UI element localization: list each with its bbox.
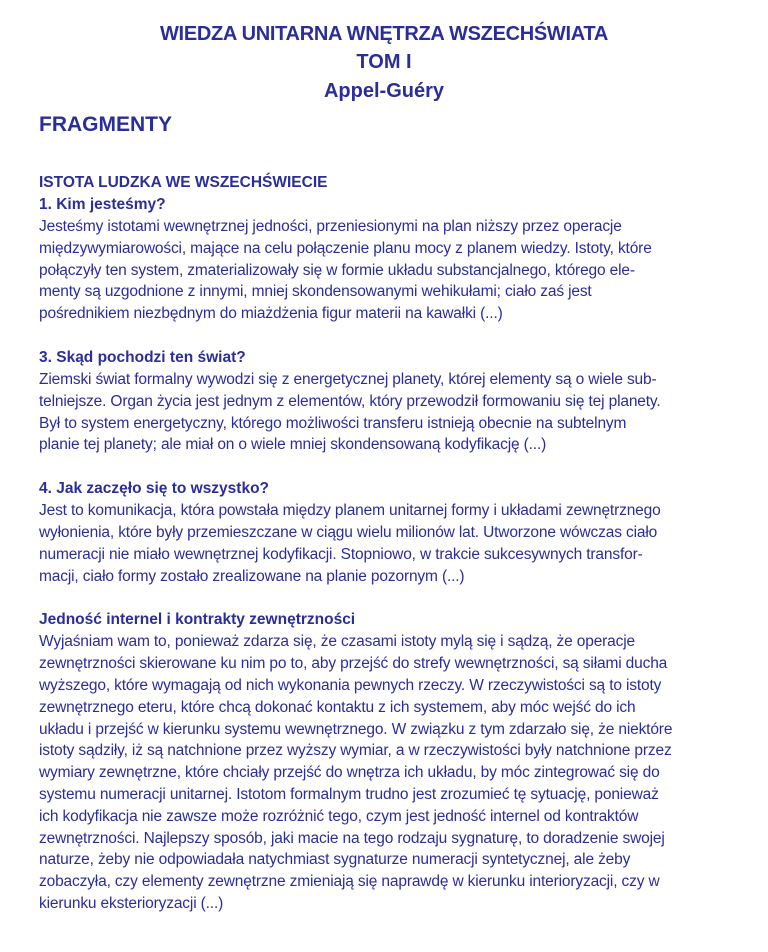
text-line: Był to system energetyczny, którego możliwości transferu istnieją obecnie na subtelnym bbox=[39, 414, 627, 432]
text-line: kierunku eksterioryzacji (...) bbox=[39, 894, 224, 912]
text-line: naturze, żeby nie odpowiadała natychmiast sygnaturze numeracji syntetycznej, ale żeby bbox=[39, 851, 631, 869]
text-line: Wyjaśniam wam to, ponieważ zdarza się, że czasami istoty mylą się i sądzą, że operacje bbox=[39, 633, 636, 651]
text-line: istoty sądziły, iż są natchnione przez wyższy wymiar, a w rzeczywistości były natchnione przez bbox=[39, 742, 672, 760]
text-line: zewnętrznego eteru, które chcą dokonać kontaktu z ich systemem, aby móc wejść do ich bbox=[39, 698, 636, 716]
text-line: zewnętrzności. Najlepszy sposób, jaki macie na tego rodzaju sygnaturę, to doradzenie swojej bbox=[39, 829, 665, 847]
text-line: Ziemski świat formalny wywodzi się z energetycznej planety, której elementy są o wiele sub- bbox=[39, 370, 657, 388]
section bbox=[39, 347, 746, 456]
section-body bbox=[39, 216, 746, 325]
text-line: planie tej planety; ale miał on o wiele mniej skondensowaną kodyfikację (...) bbox=[39, 436, 547, 454]
text-line: układu i przejść w kierunku systemu wewnętrznego. W związku z tym zdarzało się, że niektóre bbox=[39, 720, 673, 738]
section bbox=[39, 609, 746, 914]
text-line: wyższego, które wymagają od nich wykonania pewnych rzeczy. W rzeczywistości są to istoty bbox=[39, 676, 662, 694]
fragments-heading: FRAGMENTY bbox=[39, 113, 172, 136]
section-heading: 3. Skąd pochodzi ten świat? bbox=[39, 348, 246, 366]
section-title: ISTOTA LUDZKA WE WSZECHŚWIECIE bbox=[39, 174, 328, 191]
text-line: numeracji nie miało wewnętrznej kodyfikacji. Stopniowo, w trakcie sukcesywnych transfor- bbox=[39, 545, 643, 563]
text-line: wyłonienia, które były przemieszczane w ciągu wielu milionów lat. Utworzone wówczas ciało bbox=[39, 523, 658, 541]
text-line: systemu numeracji unitarnej. Istotom formalnym trudno jest zrozumieć tę sytuację, ponieważ bbox=[39, 785, 659, 803]
text-line: zewnętrzności skierowane ku nim po to, aby przejść do strefy wewnętrzności, są siłami ducha bbox=[39, 655, 668, 673]
section-heading: 4. Jak zaczęło się to wszystko? bbox=[39, 480, 270, 498]
volume-label: TOM I bbox=[356, 51, 412, 73]
section-body bbox=[39, 369, 746, 456]
section bbox=[39, 478, 746, 587]
section-heading: Jedność internel i kontrakty zewnętrzności bbox=[39, 611, 356, 629]
text-line: menty są uzgodnione z innymi, mniej skondensowanymi wehikułami; ciało zaś jest bbox=[39, 283, 592, 301]
section-body bbox=[39, 631, 746, 914]
text-line: wymiary zewnętrzne, które chciały przejść do wnętrza ich układu, by móc zintegrować się do bbox=[39, 764, 660, 782]
sections-container bbox=[39, 172, 746, 915]
text-line: macji, ciało formy zostało zrealizowane na planie pozornym (...) bbox=[39, 567, 465, 585]
text-line: Jest to komunikacja, która powstała między planem unitarnej formy i układami zewnętrznego bbox=[39, 502, 661, 520]
text-line: zobaczyła, czy elementy zewnętrzne zmieniają się naprawdę w kierunku interioryzacji, czy w bbox=[39, 873, 660, 891]
text-line: międzywymiarowości, mające na celu połączenie planu mocy z planem wiedzy. Istoty, które bbox=[39, 239, 652, 257]
text-line: telniejsze. Organ życia jest jednym z elementów, który przewodził formowaniu się tej planety. bbox=[39, 392, 661, 410]
text-line: ich kodyfikacja nie zawsze może rozróżnić tego, czym jest jedność internel od kontraktów bbox=[39, 807, 639, 825]
text-line: pośrednikiem niezbędnym do miażdżenia figur materii na kawałki (...) bbox=[39, 305, 503, 323]
section-heading: 1. Kim jesteśmy? bbox=[39, 196, 166, 213]
book-title: WIEDZA UNITARNA WNĘTRZA WSZECHŚWIATA bbox=[159, 23, 609, 45]
document-header bbox=[0, 20, 768, 106]
text-line: Jesteśmy istotami wewnętrznej jedności, przeniesionymi na plan niższy przez operacje bbox=[39, 218, 622, 235]
author-name: Appel-Guéry bbox=[323, 80, 445, 102]
section bbox=[39, 172, 746, 325]
section-body bbox=[39, 500, 746, 587]
text-line: połączyły ten system, zmaterializowały się w formie układu substancjalnego, którego ele- bbox=[39, 261, 635, 279]
